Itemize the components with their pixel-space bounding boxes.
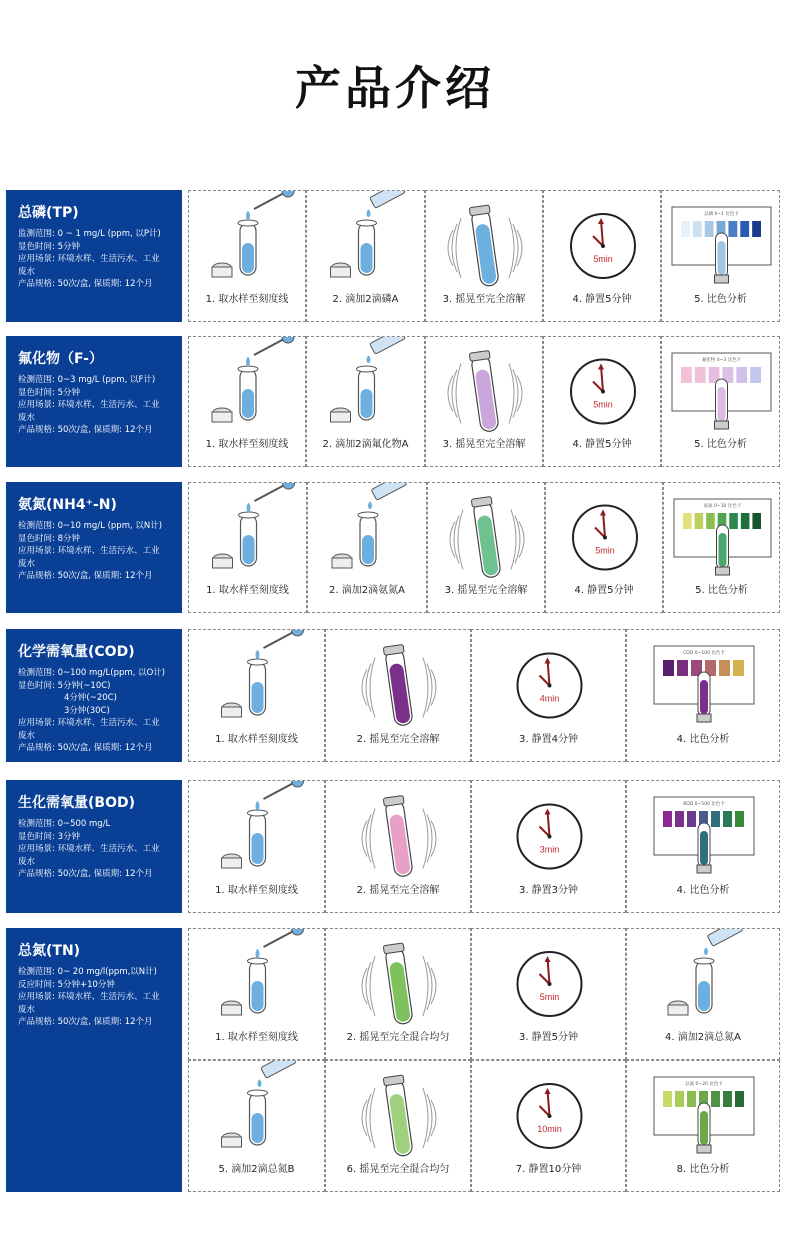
tube-dropper-icon (222, 630, 304, 717)
step-label: 4. 静置5分钟 (572, 439, 632, 450)
step-label: 2. 滴加2滴磷A (332, 294, 399, 305)
color-chart-icon (672, 207, 771, 283)
reagent-bottle-icon (332, 483, 407, 568)
product-spec-line: 废水 (18, 412, 36, 423)
motion-arc-left (458, 510, 463, 570)
water-drop (256, 801, 260, 810)
step-label: 4. 比色分析 (676, 885, 730, 896)
product-spec-line: 产品规格: 50次/盒, 保质期: 12个月 (18, 1017, 153, 1027)
shake-tube-icon (450, 497, 524, 579)
compare-tube-cap (716, 567, 730, 575)
clock-center (548, 982, 552, 986)
product-info-panel (6, 629, 182, 762)
step-card (188, 336, 306, 467)
product-info-panel (6, 780, 182, 913)
motion-arc-right (511, 510, 516, 570)
color-swatch (693, 221, 702, 237)
tube-liquid (243, 535, 255, 564)
product-name: 总氮(TN) (18, 943, 81, 959)
tube-dropper-icon (213, 483, 295, 568)
step-card (543, 190, 661, 322)
step-label: 1. 取水样至刻度线 (215, 734, 298, 745)
dropper-bulb (282, 337, 294, 343)
step-label: 4. 静置5分钟 (572, 294, 632, 305)
dropper-glass (254, 339, 284, 355)
product-spec-line: 显色时间: 8分钟 (18, 533, 80, 544)
color-swatch (663, 811, 672, 827)
shake-tube-icon (448, 351, 522, 433)
clock-time-label: 4min (539, 693, 560, 704)
clock-icon (571, 360, 635, 424)
color-swatch (695, 367, 706, 383)
step-label: 8. 比色分析 (676, 1164, 730, 1175)
color-swatch (723, 1091, 732, 1107)
dropper-glass (264, 783, 294, 799)
tube-liquid (698, 981, 710, 1011)
color-swatch (741, 513, 750, 529)
tube-rim (357, 220, 377, 226)
dropper-bulb (292, 781, 304, 787)
tube-rim (248, 810, 268, 816)
motion-arc-right (423, 956, 428, 1016)
tube-rim (248, 958, 268, 964)
color-swatch (681, 367, 692, 383)
clock-center (548, 835, 552, 839)
motion-arc-left (456, 364, 461, 424)
step-label: 3. 摇晃至完全溶解 (442, 294, 526, 305)
tube-dropper-icon (212, 191, 294, 277)
step-card (471, 780, 626, 913)
step-label: 7. 静置10分钟 (515, 1164, 582, 1175)
reagent-bottle-icon (668, 929, 743, 1015)
step-card (425, 190, 543, 322)
step-card (188, 780, 325, 913)
motion-arc-left (370, 1088, 375, 1148)
step-card (471, 1060, 626, 1192)
step-card (188, 928, 325, 1060)
product-spec-line: 废水 (18, 730, 36, 741)
color-swatch (711, 1091, 720, 1107)
dropper-bulb (292, 929, 304, 935)
product-name: 生化需氧量(BOD) (18, 795, 135, 811)
clock-center (548, 1114, 552, 1118)
tube-rim (248, 659, 268, 665)
compare-tube-cap (697, 1145, 711, 1153)
clock-time-label: 10min (537, 1124, 562, 1134)
product-spec-line: 应用场景: 环境水样、生活污水、工业 (18, 992, 160, 1002)
tube-dropper-icon (222, 781, 304, 868)
step-label: 3. 摇晃至完全溶解 (442, 439, 526, 450)
product-spec-line: 应用场景: 环境水样、生活污水、工业 (18, 254, 160, 264)
product-spec-line: 废水 (18, 856, 36, 867)
product-info-panel (6, 336, 182, 467)
step-label: 6. 摇晃至完全混合均匀 (346, 1164, 450, 1175)
tube-liquid (242, 389, 254, 418)
tube-rim (248, 1090, 268, 1096)
product-spec-line: 应用场景: 环境水样、生活污水、工业 (18, 844, 160, 854)
clock-center (603, 536, 607, 540)
reagent-drop (258, 1080, 262, 1088)
step-card (306, 336, 425, 467)
motion-arc-right (509, 218, 514, 278)
product-spec-line: 3分钟(30C) (64, 705, 110, 716)
color-swatch (723, 811, 732, 827)
shake-tube-icon (362, 796, 436, 878)
color-swatch (752, 513, 761, 529)
product-spec-line: 显色时间: 5分钟 (18, 387, 80, 398)
shake-tube-icon (362, 645, 436, 727)
product-spec-line: 检测范围: 0~100 mg/L(ppm, 以O计) (18, 668, 166, 678)
cap-body (332, 558, 352, 568)
color-swatch (675, 811, 684, 827)
color-card-title: 总磷 0~1 比色卡 (704, 212, 739, 217)
dropper-glass (264, 632, 294, 648)
compare-tube-liquid (700, 1111, 708, 1145)
cap-body (222, 1137, 242, 1147)
clock-time-label: 3min (539, 844, 560, 855)
step-card (188, 482, 307, 613)
dropper-bulb (292, 630, 304, 636)
step-card (543, 336, 661, 467)
dropper-glass (254, 193, 284, 209)
color-swatch (687, 811, 696, 827)
step-label: 2. 滴加2滴氨氮A (329, 585, 405, 596)
tube-liquid (252, 981, 264, 1011)
water-drop (256, 650, 260, 659)
cap-body (212, 267, 232, 277)
tube-liquid (242, 243, 254, 273)
dropper-glass (255, 485, 285, 501)
step-card (427, 482, 545, 613)
reagent-bottle (261, 1061, 297, 1078)
product-spec-line: 检测范围: 0~ 20 mg/l(ppm,以N计) (18, 967, 157, 977)
step-label: 2. 摇晃至完全溶解 (356, 885, 440, 896)
step-label: 4. 比色分析 (676, 734, 730, 745)
color-swatch (736, 367, 747, 383)
cap-body (222, 858, 242, 868)
product-info-panel (6, 190, 182, 322)
water-drop (246, 357, 250, 366)
product-spec-line: 应用场景: 环境水样、生活污水、工业 (18, 718, 160, 728)
step-card (188, 629, 325, 762)
reagent-bottle (707, 929, 743, 946)
reagent-bottle (371, 483, 407, 500)
water-drop (247, 503, 251, 512)
reagent-bottle (370, 191, 406, 208)
reagent-bottle-icon (331, 191, 406, 277)
cap-body (331, 267, 351, 277)
product-spec-line: 显色时间: 5分钟 (18, 241, 80, 252)
color-chart-icon (654, 646, 754, 722)
compare-tube-liquid (718, 241, 726, 275)
compare-tube-liquid (718, 387, 726, 421)
color-swatch (711, 811, 720, 827)
step-card (545, 482, 663, 613)
product-spec-line: 反应时间: 5分钟+10分钟 (18, 979, 115, 990)
product-spec-line: 应用场景: 环境水样、生活污水、工业 (18, 546, 160, 556)
step-label: 5. 比色分析 (694, 294, 747, 305)
step-label: 1. 取水样至刻度线 (205, 294, 289, 305)
reagent-drop (367, 356, 371, 364)
step-label: 3. 静置3分钟 (518, 885, 579, 896)
step-label: 1. 取水样至刻度线 (205, 439, 289, 450)
product-spec-line: 产品规格: 50次/盒, 保质期: 12个月 (18, 743, 153, 753)
clock-icon (518, 654, 582, 718)
reagent-bottle-icon (222, 1061, 297, 1147)
clock-icon (518, 1084, 582, 1148)
product-info-panel (6, 482, 182, 613)
cap-body (213, 558, 233, 568)
step-label: 1. 取水样至刻度线 (215, 1032, 298, 1043)
motion-arc-right (423, 658, 428, 718)
reagent-drop (367, 210, 371, 218)
cap-body (222, 1005, 242, 1015)
step-card (663, 482, 780, 613)
product-spec-line: 检测范围: 0~10 mg/L (ppm, 以N计) (18, 521, 163, 531)
product-spec-line: 显色时间: 3分钟 (18, 831, 80, 842)
color-chart-icon (674, 499, 771, 575)
tube-rim (358, 512, 378, 518)
step-label: 4. 滴加2滴总氮A (665, 1032, 741, 1043)
tube-rim (238, 366, 258, 372)
product-spec-line: 显色时间: 5分钟(~10C) (18, 680, 111, 691)
color-chart-icon (654, 797, 754, 873)
color-swatch (728, 221, 737, 237)
reagent-bottle-icon (331, 337, 406, 422)
step-card (626, 629, 780, 762)
step-label: 2. 摇晃至完全混合均匀 (346, 1032, 450, 1043)
step-label: 2. 摇晃至完全溶解 (356, 734, 440, 745)
step-label: 2. 滴加2滴氟化物A (322, 439, 409, 450)
tube-rim (238, 220, 258, 226)
motion-arc-left (370, 956, 375, 1016)
clock-center (601, 244, 605, 248)
motion-arc-right (423, 809, 428, 869)
step-card (626, 780, 780, 913)
product-spec-line: 废水 (18, 266, 36, 277)
tube-rim (694, 958, 714, 964)
color-chart-icon (672, 353, 771, 429)
step-card (325, 1060, 471, 1192)
tube-liquid (361, 243, 373, 273)
product-name: 化学需氧量(COD) (18, 644, 135, 660)
tube-rim (239, 512, 259, 518)
step-card (661, 336, 780, 467)
color-swatch (681, 221, 690, 237)
cap-body (222, 707, 242, 717)
water-drop (246, 211, 250, 220)
tube-dropper-icon (212, 337, 294, 422)
clock-time-label: 5min (593, 254, 613, 264)
color-card-title: BOD 0~500 比色卡 (683, 802, 725, 807)
compare-tube-cap (715, 275, 729, 283)
color-chart-icon (654, 1077, 754, 1153)
clock-center (601, 390, 605, 394)
reagent-bottle (370, 337, 406, 354)
step-card (188, 190, 306, 322)
step-card (471, 928, 626, 1060)
color-swatch (687, 1091, 696, 1107)
shake-tube-icon (362, 1075, 436, 1157)
color-swatch (695, 513, 704, 529)
step-label: 4. 静置5分钟 (574, 585, 634, 596)
cap-body (212, 412, 232, 422)
color-swatch (706, 513, 715, 529)
step-label: 3. 静置4分钟 (518, 734, 579, 745)
motion-arc-left (370, 809, 375, 869)
color-swatch (705, 221, 714, 237)
step-card (626, 928, 780, 1060)
step-label: 5. 比色分析 (694, 439, 747, 450)
product-spec-line: 废水 (18, 1004, 36, 1015)
clock-time-label: 5min (595, 545, 615, 556)
compare-tube-cap (697, 714, 711, 722)
step-label: 3. 摇晃至完全溶解 (444, 585, 528, 596)
color-swatch (750, 367, 761, 383)
tube-dropper-icon (222, 929, 304, 1015)
step-label: 5. 滴加2滴总氮B (218, 1164, 295, 1175)
product-spec-line: 检测范围: 0~500 mg/L (18, 819, 111, 829)
color-swatch (663, 660, 674, 676)
color-swatch (735, 811, 744, 827)
step-label: 1. 取水样至刻度线 (215, 885, 298, 896)
compare-tube-cap (697, 865, 711, 873)
color-card-title: 氟化物 0~3 比色卡 (701, 358, 742, 363)
product-spec-line: 监测范围: 0 ~ 1 mg/L (ppm, 以P计) (18, 229, 161, 239)
color-swatch (733, 660, 744, 676)
reagent-drop (704, 948, 708, 956)
step-card (425, 336, 543, 467)
color-swatch (677, 660, 688, 676)
dropper-glass (264, 931, 294, 947)
step-label: 3. 静置5分钟 (518, 1032, 579, 1043)
tube-liquid (252, 833, 264, 864)
product-spec-line: 4分钟(~20C) (64, 693, 117, 703)
product-spec-line: 应用场景: 环境水样、生活污水、工业 (18, 400, 160, 410)
step-card (306, 190, 425, 322)
product-spec-line: 产品规格: 50次/盒, 保质期: 12个月 (18, 425, 153, 435)
product-name: 总磷(TP) (18, 205, 79, 221)
tube-rim (357, 366, 377, 372)
color-swatch (735, 1091, 744, 1107)
color-swatch (740, 221, 749, 237)
color-swatch (719, 660, 730, 676)
water-drop (256, 949, 260, 958)
motion-arc-left (456, 218, 461, 278)
clock-center (548, 684, 552, 688)
motion-arc-right (423, 1088, 428, 1148)
color-swatch (752, 221, 761, 237)
product-name: 氟化物（F-） (18, 351, 103, 367)
product-info-panel (6, 928, 182, 1192)
compare-tube-cap (715, 421, 729, 429)
step-card (188, 1060, 325, 1192)
cap-body (331, 412, 351, 422)
tube-liquid (362, 535, 374, 564)
product-spec-line: 产品规格: 50次/盒, 保质期: 12个月 (18, 571, 153, 581)
clock-icon (518, 952, 582, 1016)
clock-time-label: 5min (593, 399, 613, 410)
compare-tube-liquid (700, 680, 708, 714)
product-name: 氨氮(NH4⁺-N) (18, 497, 117, 513)
color-swatch (683, 513, 692, 529)
step-card (471, 629, 626, 762)
step-card (325, 928, 471, 1060)
compare-tube-liquid (719, 533, 727, 567)
step-card (626, 1060, 780, 1192)
compare-tube-liquid (700, 831, 708, 865)
page-title: 产品介绍 (295, 61, 495, 115)
tube-liquid (361, 389, 373, 418)
step-card (661, 190, 780, 322)
color-card-title: COD 0~100 比色卡 (683, 651, 725, 656)
step-card (307, 482, 427, 613)
shake-tube-icon (362, 943, 436, 1025)
product-spec-line: 产品规格: 50次/盒, 保质期: 12个月 (18, 279, 153, 289)
color-card-title: 总氮 0~20 比色卡 (685, 1082, 723, 1087)
reagent-drop (368, 502, 372, 510)
shake-tube-icon (448, 205, 522, 287)
product-spec-line: 废水 (18, 558, 36, 569)
step-card (325, 780, 471, 913)
clock-time-label: 5min (539, 992, 560, 1002)
dropper-bulb (283, 483, 295, 489)
motion-arc-left (370, 658, 375, 718)
step-label: 1. 取水样至刻度线 (206, 585, 289, 596)
color-card-title: 氨氮 0~10 比色卡 (703, 504, 742, 509)
product-spec-line: 检测范围: 0~3 mg/L (ppm, 以F计) (18, 375, 156, 385)
motion-arc-right (509, 364, 514, 424)
step-card (325, 629, 471, 762)
tube-liquid (252, 682, 264, 713)
product-spec-line: 产品规格: 50次/盒, 保质期: 12个月 (18, 869, 153, 879)
color-swatch (675, 1091, 684, 1107)
step-label: 5. 比色分析 (695, 585, 748, 596)
clock-icon (573, 506, 637, 570)
dropper-bulb (282, 191, 294, 197)
tube-liquid (252, 1113, 264, 1143)
clock-icon (518, 805, 582, 869)
color-swatch (729, 513, 738, 529)
clock-icon (571, 214, 635, 278)
color-swatch (663, 1091, 672, 1107)
cap-body (668, 1005, 688, 1015)
